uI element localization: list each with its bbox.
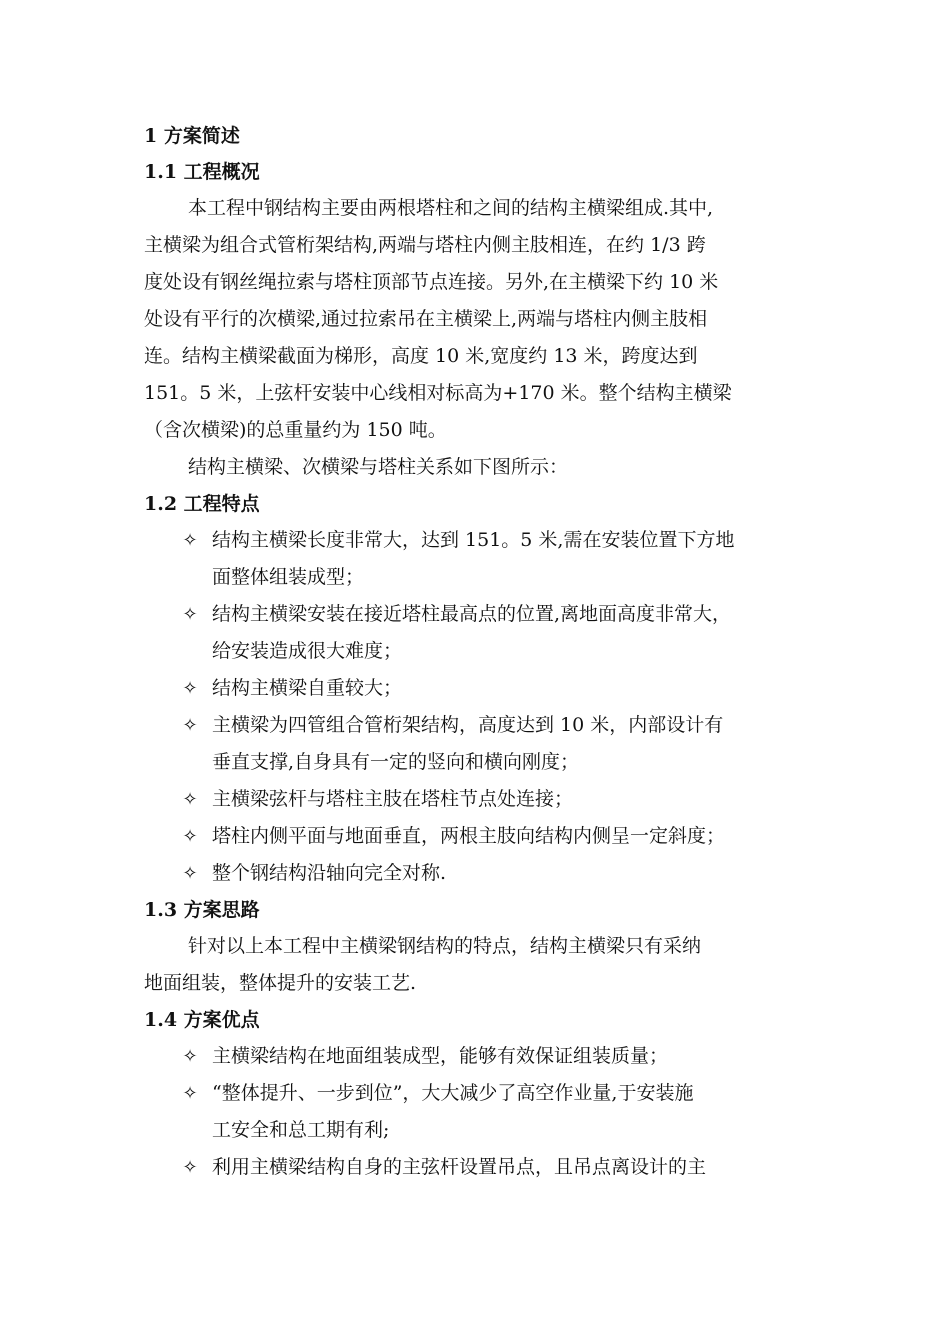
list-item-line: 工安全和总工期有利;	[212, 1119, 390, 1141]
paragraph-line: 地面组装，整体提升的安装工艺.	[144, 972, 417, 994]
advantages-list	[144, 1038, 824, 1186]
diamond-star-outline-icon: ✧	[182, 715, 198, 736]
section-1-3-heading: 1.3 方案思路	[144, 899, 260, 921]
figure-reference-paragraph	[144, 449, 824, 486]
list-item-line: 塔柱内侧平面与地面垂直，两根主肢向结构内侧呈一定斜度；	[212, 825, 726, 847]
diamond-star-outline-icon: ✧	[182, 1157, 198, 1178]
paragraph-line: 处设有平行的次横梁,通过拉索吊在主横梁上,两端与塔柱内侧主肢相	[144, 308, 708, 330]
list-item-line: 结构主横梁长度非常大，达到 151。5 米,需在安装位置下方地	[212, 529, 735, 551]
list-item-line: 结构主横梁安装在接近塔柱最高点的位置,离地面高度非常大，	[212, 603, 732, 625]
section-1-1-heading: 1.1 工程概况	[144, 161, 260, 183]
list-item-line: 给安装造成很大难度；	[212, 640, 403, 662]
list-item	[144, 1149, 824, 1186]
list-item	[144, 707, 824, 781]
paragraph-line: 度处设有钢丝绳拉索与塔柱顶部节点连接。另外,在主横梁下约 10 米	[144, 271, 719, 293]
section-1-2-heading: 1.2 工程特点	[144, 493, 260, 515]
paragraph-line: 针对以上本工程中主横梁钢结构的特点，结构主横梁只有采纳	[188, 935, 702, 957]
section-1-heading: 1 方案简述	[144, 125, 240, 147]
diamond-star-outline-icon: ✧	[182, 863, 198, 884]
paragraph-line: 主横梁为组合式管桁架结构,两端与塔柱内侧主肢相连，在约 1/3 跨	[144, 234, 706, 256]
diamond-star-outline-icon: ✧	[182, 678, 198, 699]
document-body	[144, 118, 824, 1186]
list-item	[144, 670, 824, 707]
diamond-star-outline-icon: ✧	[182, 1046, 198, 1067]
list-item	[144, 855, 824, 892]
list-item	[144, 596, 824, 670]
approach-paragraph	[144, 928, 824, 1002]
list-item-line: 整个钢结构沿轴向完全对称.	[212, 862, 447, 884]
list-item-line: 主横梁弦杆与塔柱主肢在塔柱节点处连接；	[212, 788, 574, 810]
list-item-line: 主横梁结构在地面组装成型，能够有效保证组装质量；	[212, 1045, 669, 1067]
list-item-line: 利用主横梁结构自身的主弦杆设置吊点，且吊点离设计的主	[212, 1156, 707, 1178]
project-overview-paragraph	[144, 190, 824, 449]
list-item	[144, 522, 824, 596]
list-item	[144, 781, 824, 818]
diamond-star-outline-icon: ✧	[182, 1083, 198, 1104]
diamond-star-outline-icon: ✧	[182, 826, 198, 847]
list-item-line: 垂直支撑,自身具有一定的竖向和横向刚度；	[212, 751, 580, 773]
list-item-line: 主横梁为四管组合管桁架结构，高度达到 10 米，内部设计有	[212, 714, 724, 736]
list-item-line: 结构主横梁自重较大；	[212, 677, 403, 699]
project-features-list	[144, 522, 824, 892]
list-item	[144, 1075, 824, 1149]
list-item	[144, 818, 824, 855]
diamond-star-outline-icon: ✧	[182, 530, 198, 551]
paragraph-line: 本工程中钢结构主要由两根塔柱和之间的结构主横梁组成.其中,	[188, 197, 714, 219]
paragraph-line: 结构主横梁、次横梁与塔柱关系如下图所示：	[188, 456, 569, 478]
paragraph-line: （含次横梁)的总重量约为 150 吨。	[144, 419, 447, 441]
diamond-star-outline-icon: ✧	[182, 789, 198, 810]
list-item-line: 面整体组装成型；	[212, 566, 365, 588]
paragraph-line: 151。5 米，上弦杆安装中心线相对标高为+170 米。整个结构主横梁	[144, 382, 732, 404]
paragraph-line: 连。结构主横梁截面为梯形，高度 10 米,宽度约 13 米，跨度达到	[144, 345, 698, 367]
list-item	[144, 1038, 824, 1075]
section-1-4-heading: 1.4 方案优点	[144, 1009, 260, 1031]
list-item-line: “整体提升、一步到位”，大大减少了高空作业量,于安装施	[212, 1082, 694, 1104]
diamond-star-outline-icon: ✧	[182, 604, 198, 625]
